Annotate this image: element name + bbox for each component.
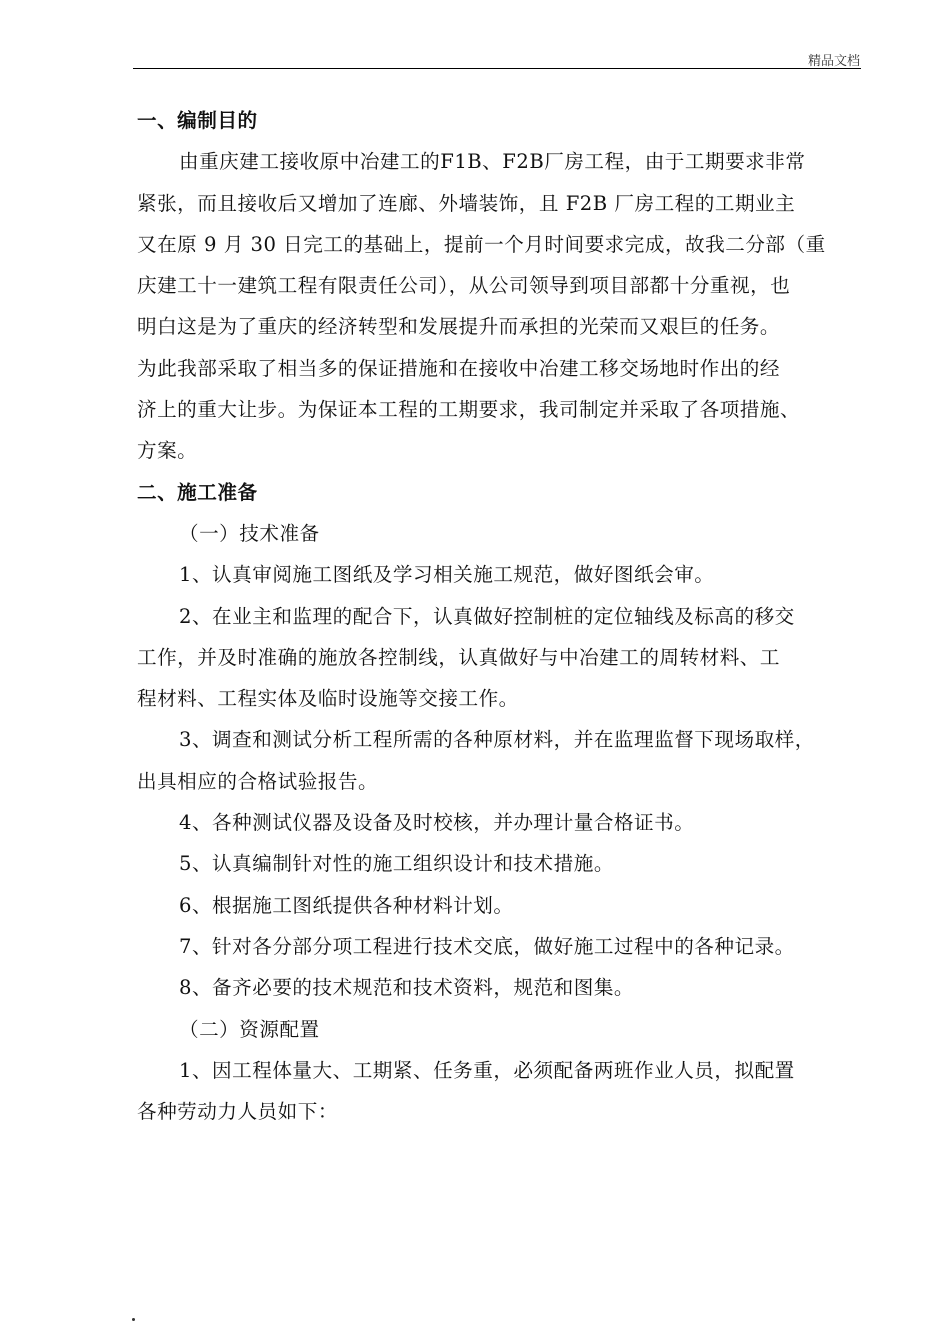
- section-1-title: 一、编制目的: [137, 109, 258, 132]
- section-2-title: 二、施工准备: [137, 480, 258, 504]
- list-item-line: 工作，并及时准确的施放各控制线，认真做好与中冶建工的周转材料、工: [137, 645, 780, 669]
- list-item: [137, 1050, 861, 1133]
- paragraph-line: 方案。: [137, 439, 198, 463]
- paragraph-line: 济上的重大让步。为保证本工程的工期要求，我司制定并采取了各项措施、: [137, 398, 801, 422]
- list-item: [137, 596, 861, 720]
- list-item: [137, 885, 861, 926]
- list-item: [137, 802, 861, 843]
- header-label: 精品文档: [807, 54, 860, 69]
- document-body: [137, 100, 861, 1132]
- footer-dot: [132, 1318, 135, 1321]
- list-item-line: 6、根据施工图纸提供各种材料计划。: [179, 893, 514, 917]
- list-item: [137, 967, 861, 1008]
- list-item-line: 各种劳动力人员如下：: [137, 1100, 338, 1124]
- paragraph-line: 紧张，而且接收后又增加了连廊、外墙装饰，且 F2B 厂房工程的工期业主: [137, 191, 796, 215]
- list-item-line: 8、备齐必要的技术规范和技术资料，规范和图集。: [179, 976, 635, 1000]
- list-item-line: 1、认真审阅施工图纸及学习相关施工规范，做好图纸会审。: [179, 563, 715, 587]
- list-item-line: 3、调查和测试分析工程所需的各种原材料，并在监理监督下现场取样，: [179, 728, 815, 752]
- paragraph-line: 庆建工十一建筑工程有限责任公司），从公司领导到项目部都十分重视，也: [137, 274, 791, 298]
- subsection-title: （二）资源配置: [179, 1017, 320, 1041]
- paragraph-line: 又在原 9 月 30 日完工的基础上，提前一个月时间要求完成，故我二分部（重: [137, 232, 826, 256]
- list-item-line: 2、在业主和监理的配合下，认真做好控制桩的定位轴线及标高的移交: [179, 604, 795, 628]
- header-rule: [133, 68, 861, 69]
- list-item: [137, 843, 861, 884]
- section-1-paragraph: [137, 141, 861, 471]
- list-item: [137, 719, 861, 802]
- list-item-line: 4、各种测试仪器及设备及时校核，并办理计量合格证书。: [179, 811, 695, 835]
- list-item: [137, 926, 861, 967]
- list-item-line: 7、针对各分部分项工程进行技术交底，做好施工过程中的各种记录。: [179, 934, 795, 958]
- list-item-line: 5、认真编制针对性的施工组织设计和技术措施。: [179, 852, 614, 876]
- list-item-line: 程材料、工程实体及临时设施等交接工作。: [137, 687, 519, 711]
- subsection-title: （一）技术准备: [179, 521, 320, 545]
- list-item: [137, 554, 861, 595]
- paragraph-line: 明白这是为了重庆的经济转型和发展提升而承担的光荣而又艰巨的任务。: [137, 315, 780, 339]
- paragraph-line: 由重庆建工接收原中冶建工的F1B、F2B厂房工程，由于工期要求非常: [179, 150, 806, 174]
- list-item-line: 1、因工程体量大、工期紧、任务重，必须配备两班作业人员，拟配置: [179, 1058, 795, 1082]
- list-item-line: 出具相应的合格试验报告。: [137, 769, 379, 793]
- paragraph-line: 为此我部采取了相当多的保证措施和在接收中冶建工移交场地时作出的经: [137, 356, 780, 380]
